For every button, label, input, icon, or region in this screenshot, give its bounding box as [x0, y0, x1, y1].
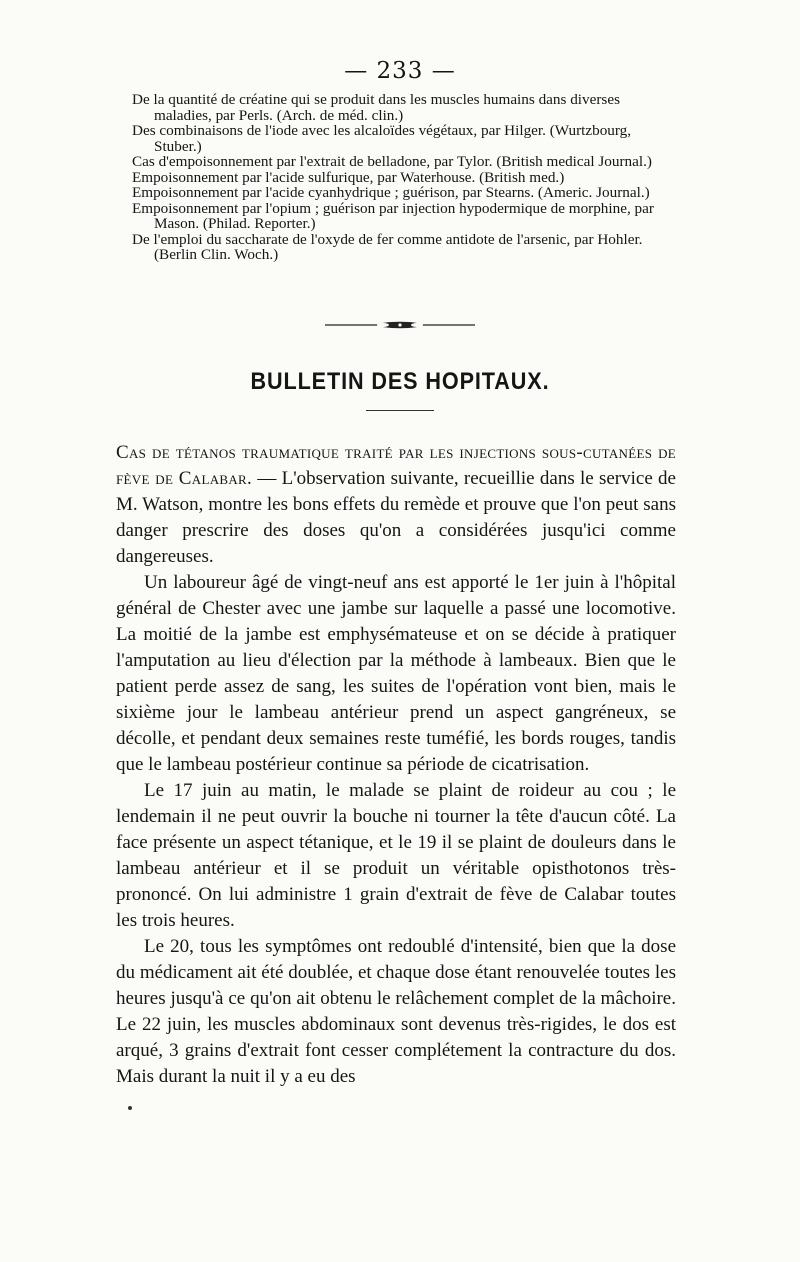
page-number: — 233 —	[344, 58, 456, 84]
reference-item: Des combinaisons de l'iode avec les alcaloïdes végétaux, par Hilger. (Wurtzbourg, Stuber.)	[132, 122, 632, 155]
title-rule	[366, 410, 434, 411]
reference-item: Cas d'empoisonnement par l'extrait de belladone, par Tylor. (British medical Journal.)	[132, 153, 652, 170]
article-body	[116, 440, 676, 1090]
references-list	[132, 92, 677, 263]
article-paragraph: Le 17 juin au matin, le malade se plaint de roideur au cou ; le lendemain il ne peut ouvrir la bouche ni tourner la tête d'aucun côté. La face présente un aspect tétanique, et le 19 il se plaint de douleurs dans le lambeau antérieur et il se produit un véritable opisthotonos très-prononcé. On lui administre 1 grain d'extrait de fève de Calabar toutes les trois heures.	[116, 780, 676, 931]
article-heading: Cas de tétanos traumatique traité par les injections sous-cutanées de fève de Calabar.	[116, 442, 676, 489]
article-paragraph: Un laboureur âgé de vingt-neuf ans est apporté le 1er juin à l'hôpital général de Chester avec une jambe sur laquelle a passé une locomotive. La moitié de la jambe est emphysémateuse et on se décide à pratiquer l'amputation au lieu d'élection par la méthode à lambeaux. Bien que le patient perde assez de sang, les suites de l'opération vont bien, mais le sixième jour le lambeau antérieur prend un aspect gangréneux, se décolle, et pendant deux semaines reste tuméfié, les bords rouges, tandis que le lambeau postérieur continue sa période de cicatrisation.	[116, 572, 676, 775]
article-lead-paragraph	[116, 440, 676, 570]
reference-item: Empoisonnement par l'opium ; guérison par injection hypodermique de morphine, par Mason. (Philad. Reporter.)	[132, 199, 654, 232]
article-paragraph: Le 20, tous les symptômes ont redoublé d'intensité, bien que la dose du médicament ait été doublée, et chaque dose étant renouvelée toutes les heures jusqu'à ce qu'on ait obtenu le relâchement complet de la mâchoire. Le 22 juin, les muscles abdominaux sont devenus très-rigides, le dos est arqué, 3 grains d'extrait font cesser complétement la contracture du dos. Mais durant la nuit il y a eu des	[116, 936, 676, 1087]
reference-item: De l'emploi du saccharate de l'oxyde de fer comme antidote de l'arsenic, par Hohler. (Berlin Clin. Woch.)	[132, 230, 643, 263]
reference-item: Empoisonnement par l'acide cyanhydrique ; guérison, par Stearns. (Americ. Journal.)	[132, 184, 650, 201]
stray-mark	[128, 1106, 132, 1110]
reference-item: De la quantité de créatine qui se produit dans les muscles humains dans diverses maladies, par Perls. (Arch. de méd. clin.)	[132, 91, 620, 124]
article-paragraph: — L'observation suivante, recueillie dans le service de M. Watson, montre les bons effets du remède et prouve que l'on peut sans danger prescrire des doses qu'on a considérées jusqu'ici comme dangereuses.	[116, 468, 676, 567]
section-title: BULLETIN DES HOPITAUX.	[250, 368, 550, 395]
reference-item: Empoisonnement par l'acide sulfurique, par Waterhouse. (British med.)	[132, 168, 565, 186]
ornament-divider	[325, 320, 475, 330]
